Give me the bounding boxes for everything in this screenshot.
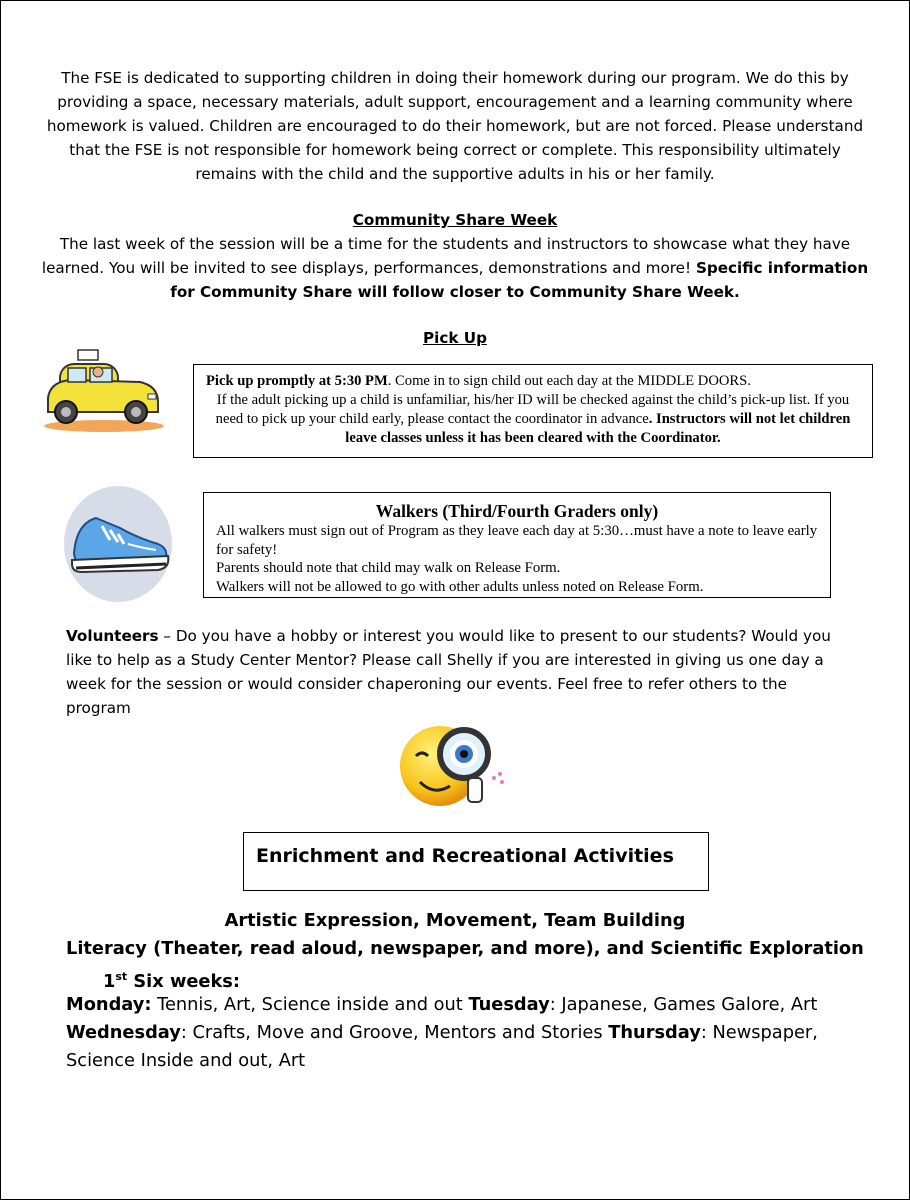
pickup-lead-bold: Pick up promptly at 5:30 PM (206, 373, 388, 389)
intro-paragraph: The FSE is dedicated to supporting children in doing their homework during our program. We do this by providing a space, necessary materials, adult support, encouragement and a learning community where homework is valued. Children are encouraged to do their homework, but are not forced. Please understand that the FSE is not responsible for homework being correct or complete. This responsibility ultimately remains with the child and the supportive adults in his or her family. (46, 69, 864, 183)
monday-activities: Tennis, Art, Science inside and out (151, 994, 469, 1015)
sneaker-icon (62, 484, 174, 602)
pickup-bold-end: . Instructors will not let children leave classes unless it has been cleared with the Coordinator. (345, 411, 851, 446)
community-body-bold: Specific information for Community Share will follow closer to Community Share Week. (170, 259, 869, 301)
pickup-id-check: If the adult picking up a child is unfamiliar, his/her ID will be checked against the child’s pick-up list. If you need to pick up your child early, please contact the coordinator in advance (215, 392, 850, 427)
enrichment-title-box (243, 832, 709, 891)
walkers-line: All walkers must sign out of Program as they leave each day at 5:30…must have a note to leave early for safety! (216, 523, 818, 558)
enrichment-title: Enrichment and Recreational Activities (256, 845, 674, 867)
pickup-box (193, 364, 873, 458)
pickup-lead-rest: . Come in to sign child out each day at the MIDDLE DOORS. (387, 373, 751, 389)
weekly-schedule (66, 991, 866, 1075)
enrichment-line1: Artistic Expression, Movement, Team Building (224, 910, 686, 931)
six-weeks-label: Six weeks: (127, 970, 241, 992)
tuesday-label: Tuesday (468, 994, 550, 1015)
six-weeks-superscript: st (115, 970, 128, 983)
community-body-text: The last week of the session will be a time for the students and instructors to showcase what they have learned. You will be invited to see displays, performances, demonstrations and more! (41, 235, 851, 277)
thursday-label: Thursday (608, 1022, 701, 1043)
community-share-heading: Community Share Week (352, 211, 558, 229)
monday-label: Monday: (66, 994, 152, 1015)
tuesday-activities: : Japanese, Games Galore, Art (549, 994, 818, 1015)
pickup-text (194, 365, 872, 448)
community-share-body (40, 232, 870, 304)
pickup-heading: Pick Up (423, 329, 487, 347)
wednesday-activities: : Crafts, Move and Groove, Mentors and Stories (180, 1022, 609, 1043)
thursday-activities: : Newspaper, Science Inside and out, Art (66, 1022, 818, 1071)
enrichment-line2: Literacy (Theater, read aloud, newspaper, and more), and Scientific Exploration (66, 938, 864, 959)
walkers-line: Walkers will not be allowed to go with other adults unless noted on Release Form. (216, 578, 704, 595)
wednesday-label: Wednesday (66, 1022, 181, 1043)
walkers-title: Walkers (Third/Fourth Graders only) (375, 501, 659, 521)
taxi-icon (40, 346, 168, 438)
walkers-box (203, 492, 831, 598)
six-weeks-number: 1 (103, 970, 116, 992)
walkers-line: Parents should note that child may walk on Release Form. (216, 560, 561, 576)
volunteers-paragraph (66, 624, 846, 720)
community-share-section (40, 208, 870, 304)
smiley-magnifier-icon (398, 716, 514, 812)
volunteers-text: – Do you have a hobby or interest you would like to present to our students? Would you like to help as a Study Center Mentor? Please call Shelly if you are interested in giving us one day a week for the session or would consider chaperoning our events. Feel free to refer others to the program (66, 627, 831, 717)
volunteers-label: Volunteers (66, 627, 159, 645)
